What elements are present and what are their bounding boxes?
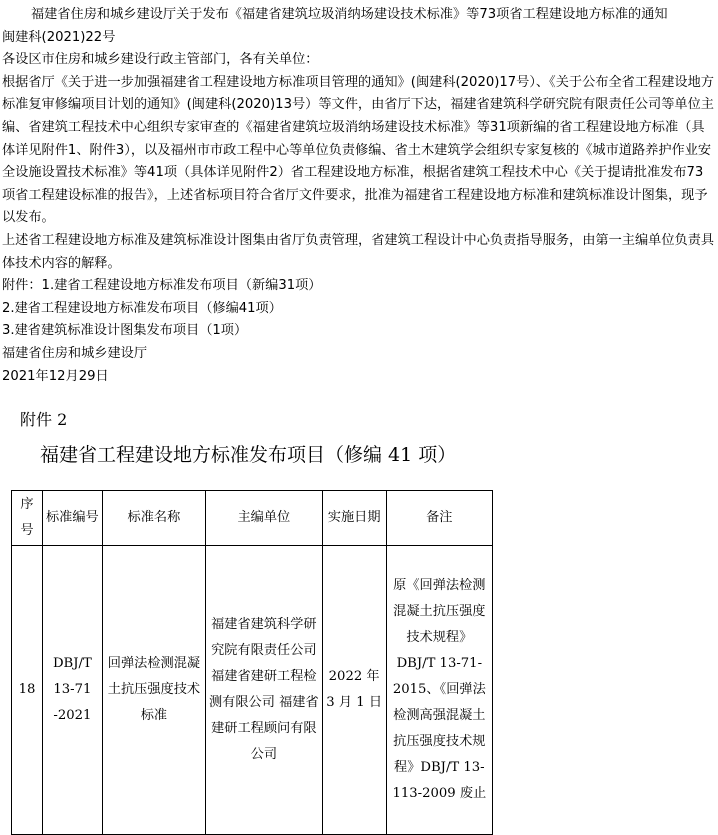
annex-label: 附件 2 — [20, 410, 68, 429]
cell-name: 回弹法检测混凝土抗压强度技术标准 — [102, 546, 205, 835]
cell-code: DBJ/T 13-71 -2021 — [42, 546, 102, 835]
header-remark: 备注 — [386, 491, 492, 546]
table-header-row — [12, 491, 493, 546]
issuer: 福建省住房和城乡建设厅 — [2, 345, 148, 361]
cell-date: 2022 年 3 月 1 日 — [322, 546, 386, 835]
header-code: 标准编号 — [42, 491, 102, 546]
header-unit: 主编单位 — [206, 491, 323, 546]
header-name: 标准名称 — [102, 491, 205, 546]
standards-table — [11, 490, 493, 835]
header-seq: 序号 — [12, 491, 43, 546]
addressee: 各设区市住房和城乡建设行政主管部门，各有关单位： — [2, 52, 319, 68]
table-row — [12, 546, 493, 835]
cell-remark: 原《回弹法检测混凝土抗压强度技术规程》DBJ/T 13-71-2015、《回弹法检测高强混凝土抗压强度技术规程》DBJ/T 13-113-2009 废止 — [386, 546, 492, 835]
cell-seq: 18 — [12, 546, 43, 835]
notice-body-paragraph-2: 上述省工程建设地方标准及建筑标准设计图集由省厅负责管理，省建筑工程设计中心负责指导服务，由第一主编单位负责具体技术内容的解释。 — [2, 232, 715, 271]
attachment-item-3: 3.建省建筑标准设计图集发布项目（1项） — [2, 323, 248, 339]
notice-body-paragraph-1: 根据省厅《关于进一步加强福建省工程建设地方标准项目管理的通知》(闽建科(2020)17号）、《关于公布全省工程建设地方标准复审修编项目计划的通知》(闽建科(2020)13号）等文件，由省厅下达，福建省建筑科学研究院有限责任公司等单位主编、省建筑工程技术中心组织专家审查的《福建省建筑垃圾消纳场建设技术标准》等31项新编的省工程建设地方标准（具体详见附件1、附件3），以及福州市市政工程中心等单位负责修编、省土木建筑学会组织专家复核的《城市道路养护作业安全设施设置技术标准》等41项（具体详见附件2）省工程建设地方标准，根据省建筑工程技术中心《关于提请批准发布73项省工程建设标准的报告》，上述省标项目符合省厅文件要求，批准为福建省工程建设地方标准和建筑标准设计图集，现予以发布。 — [2, 74, 714, 226]
attachment-item-1: 附件：1.建省工程建设地方标准发布项目（新编31项） — [2, 278, 322, 294]
notice-text — [2, 4, 716, 388]
doc-number: 闽建科(2021)22号 — [2, 29, 116, 45]
annex-title: 福建省工程建设地方标准发布项目（修编 41 项） — [40, 444, 457, 466]
header-date: 实施日期 — [322, 491, 386, 546]
cell-unit: 福建省建筑科学研究院有限责任公司 福建省建研工程检测有限公司 福建省建研工程顾问有限公司 — [206, 546, 323, 835]
attachment-item-2: 2.建省工程建设地方标准发布项目（修编41项） — [2, 300, 282, 316]
issue-date: 2021年12月29日 — [2, 368, 109, 384]
notice-title: 福建省住房和城乡建设厅关于发布《福建省建筑垃圾消纳场建设技术标准》等73项省工程建设地方标准的通知 — [31, 7, 668, 22]
